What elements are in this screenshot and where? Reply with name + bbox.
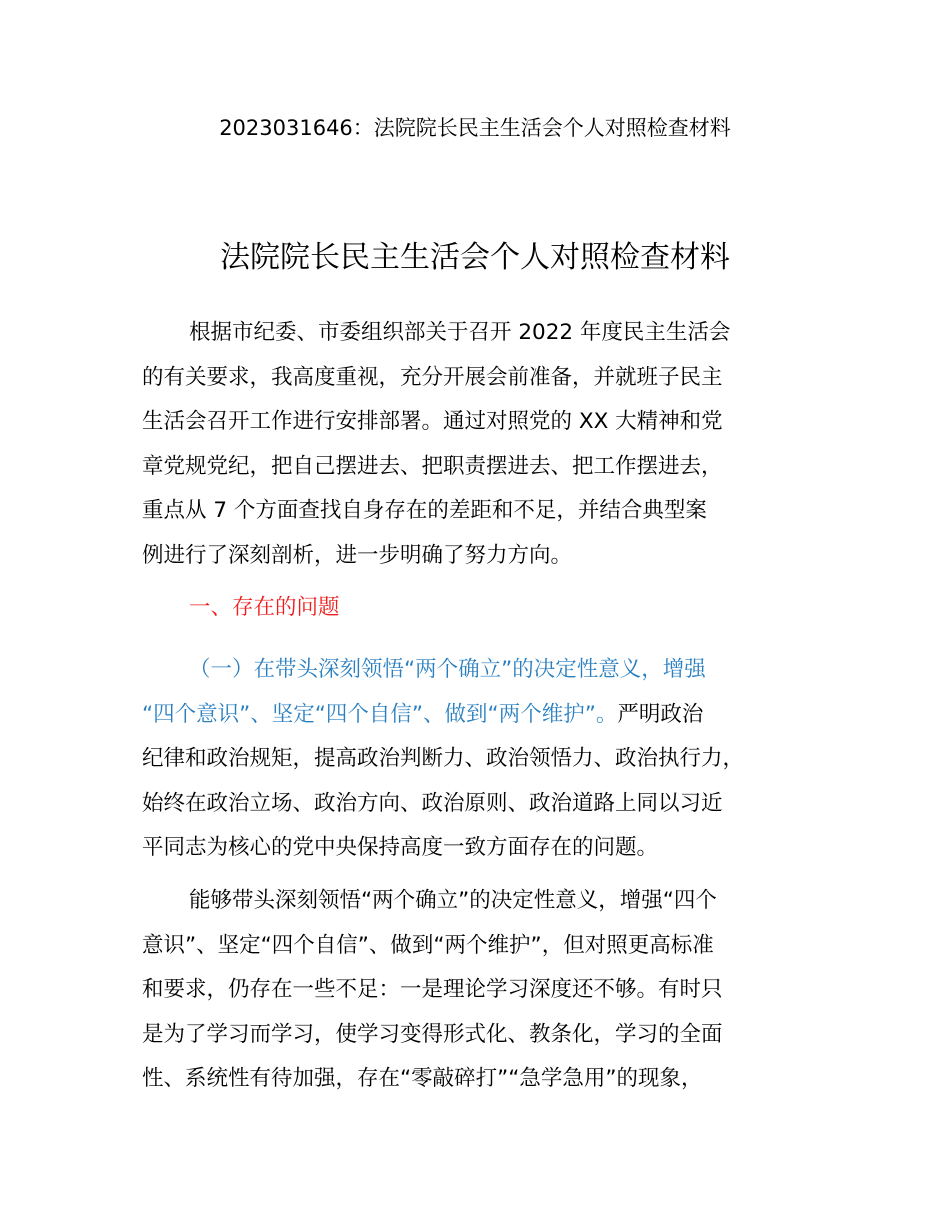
section-heading: 一、存在的问题 [189,595,340,620]
paragraph-line: 是为了学习而学习，使学习变得形式化、教条化，学习的全面 [142,1021,723,1047]
paragraph-line: 和要求，仍存在一些不足：一是理论学习深度还不够。有时只 [142,977,723,1003]
paragraph-line: 生活会召开工作进行安排部署。通过对照党的 XX 大精神和党 [142,409,723,435]
paragraph-line: 始终在政治立场、政治方向、政治原则、政治道路上同以习近 [142,790,723,816]
paragraph-line: 例进行了深刻剖析，进一步明确了努力方向。 [142,542,573,568]
document-header: 2023031646：法院院长民主生活会个人对照检查材料 [219,116,731,140]
paragraph-line: 的有关要求，我高度重视，充分开展会前准备，并就班子民主 [142,364,723,390]
document-title: 法院院长民主生活会个人对照检查材料 [220,240,730,275]
paragraph-line: 性、系统性有待加强，存在“零敲碎打”“急学急用”的现象， [142,1066,703,1092]
paragraph-line: 纪律和政治规矩，提高政治判断力、政治领悟力、政治执行力， [142,746,745,772]
subsection-heading-tail: “四个意识”、坚定“四个自信”、做到“两个维护”。 [142,701,618,727]
paragraph-line: 能够带头深刻领悟“两个确立”的决定性意义，增强“四个 [189,888,717,913]
intro-paragraph [142,311,730,579]
subsection-heading-line: （一）在带头深刻领悟“两个确立”的决定性意义，增强 [189,657,706,682]
paragraph-line: 重点从 7 个方面查找自身存在的差距和不足，并结合典型案 [142,498,707,524]
paragraph-line: 平同志为核心的党中央保持高度一致方面存在的问题。 [142,835,659,861]
section-heading-block [142,586,340,631]
paragraph-line: 章党规党纪，把自己摆进去、把职责摆进去、把工作摆进去， [142,453,723,479]
subsection-paragraph [142,648,744,871]
subsection-text-start: 严明政治 [617,701,704,727]
detail-paragraph [142,879,723,1102]
subsection-mixed-line [142,693,744,738]
paragraph-line: 根据市纪委、市委组织部关于召开 2022 年度民主生活会 [189,320,731,345]
paragraph-line: 意识”、坚定“四个自信”、做到“两个维护”，但对照更高标准 [142,932,714,958]
